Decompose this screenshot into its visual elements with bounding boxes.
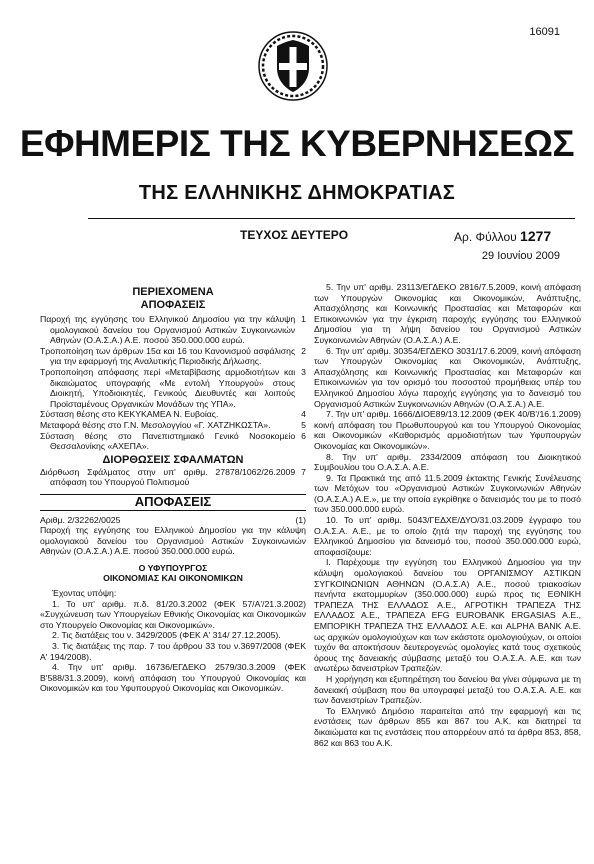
left-column xyxy=(40,286,306,694)
paragraph: 1. Το υπ' αριθμ. π.δ. 81/20.3.2002 (ΦΕΚ 57/Α'/21.3.2002) «Συγχώνευση των Υπουργείων Εθνικής Οικονομίας και Οικονομικών στο Υπουργείο Οικονομίας και Οικονομικών». xyxy=(40,598,306,630)
paragraph: 9. Τα Πρακτικά της από 11.5.2009 έκτακτης Γενικής Συνέλευσης των Μετόχων του «Οργανισμού Αστικών Συγκοινωνιών Αθηνών (Ο.Α.Σ.Α.) Α.Ε.», με την οποία εγκρίθηκε ο δανεισμός του με το ποσό των 350.000.000 ευρώ. xyxy=(314,472,581,515)
paragraph: 6. Την υπ' αριθμ. 30354/ΕΓΔΕΚΟ 3031/17.6.2009, κοινή απόφαση των Υπουργών Οικονομίας και Οικονομικών, Ανάπτυξης, Απασχόλησης και Κοινωνικής Προστασίας και Μεταφορών και Επικοινωνιών για τον ορισμό του ποσοστού προμήθειας υπέρ του Ελληνικού Δημοσίου λόγω παροχής εγγύησης για το δανεισμό του Οργανισμού Αστικών Συγκοινωνιών Αθηνών (Ο.Α.Σ.Α.) Α.Ε. xyxy=(314,345,581,409)
toc-entry[interactable]: Τροποποίηση των άρθρων 15α και 16 του Κανονισμού ασφάλισης για την εφαρμογή της Αναλυτικής Περιοδικής Δήλωσης. 2 xyxy=(40,345,306,367)
page-number: 16091 xyxy=(529,26,560,38)
decision-subject: Παροχή της εγγύησης του Ελληνικού Δημοσίου για την κάλυψη ομολογιακού δανείου του Οργανισμού Αστικών Συγκοινωνιών Αθηνών (Ο.Α.Σ.Α.) Α.Ε. ποσού 350.000.000 ευρώ. xyxy=(40,525,306,557)
paragraph: Ι. Παρέχουμε την εγγύηση του Ελληνικού Δημοσίου για την κάλυψη ομολογιακού δανείου του ΟΡΓΑΝΙΣΜΟΥ ΑΣΤΙΚΩΝ ΣΥΓΚΟΙΝΩΝΙΩΝ ΑΘΗΝΩΝ (Ο.Α.Σ.Α) Α.Ε., ποσού τριακοσίων πενήντα εκατομμυρίων (350.000.000) ευρώ προς τις ΕΘΝΙΚΗ ΤΡΑΠΕΖΑ ΤΗΣ ΕΛΛΑΔΟΣ Α.Ε., ΑΓΡΟΤΙΚΗ ΤΡΑΠΕΖΑ ΤΗΣ ΕΛΛΑΔΟΣ Α.Ε., ΤΡΑΠΕΖΑ EFG EUROBANK ERGASIAS Α.Ε., ΕΜΠΟΡΙΚΗ ΤΡΑΠΕΖΑ ΤΗΣ ΕΛΛΑΔΟΣ Α.Ε. και ALPHA BANK A.E. ως αρχικών ομολογιούχων και των εκάστοτε ομολογιούχων, οι οποίοι τυχόν θα αποκτήσουν δευτερογενώς ομολογίες κατά τους σχετικούς όρους της δανειακής σύμβασης μεταξύ του Ο.Α.Σ.Α. Α.Ε. και των ανωτέρω δανειστρίων Τραπεζών. xyxy=(314,557,581,674)
coat-of-arms-emblem xyxy=(257,30,329,102)
paragraph: 4. Την υπ' αριθμ. 16736/ΕΓΔΕΚΟ 2579/30.3.2009 (ΦΕΚ Β'588/31.3.2009), κοινή απόφαση του Υπουργού Οικονομίας και Οικονομικών και του Υφυπουργού Οικονομίας και Οικονομικών. xyxy=(40,662,306,694)
masthead-rule xyxy=(88,218,575,219)
toc-entry[interactable]: Τροποποίηση απόφασης περί «Μεταβίβασης αρμοδιοτήτων και δικαιώματος υπογραφής «Με εντολή Υπουργού» στους Διοικητή, Υποδιοικητές, Γενικούς Διευθυντές και λοιπούς Προϊσταμένους Οργανικών Μονάδων της ΥΠΑ». 3 xyxy=(40,366,306,409)
considering-label: Έχοντας υπόψη: xyxy=(52,588,117,599)
paragraph: 7. Την υπ' αριθμ. 1666/ΔΙΟΕ89/13.12.2009 (ΦΕΚ 40/Β'/16.1.2009) κοινή απόφαση του Πρωθυπουργού και του Υπουργού Οικονομίας και Οικονομικών «Καθορισμός αρμοδιοτήτων των Υφυπουργών Οικονομίας και Οικονομικών». xyxy=(314,409,581,451)
paragraph: 10. Το υπ' αριθμ. 5043/ΓΕΔΧΕ/ΔΥΟ/31.03.2009 έγγραφο του Ο.Α.Σ.Α. Α.Ε., με το οποίο ζητά την παροχή της εγγύησης του Ελληνικού Δημοσίου για δανεισμό του, ποσού 350.000.000 ευρώ, αποφασίζουμε: xyxy=(314,515,581,557)
toc-section-decisions: ΑΠΟΦΑΣΕΙΣ xyxy=(140,299,206,311)
paragraph: 3. Τις διατάξεις της παρ. 7 του άρθρου 33 του ν.3697/2008 (ΦΕΚ Α' 194/2008). xyxy=(40,641,306,662)
paragraph: Η χορήγηση και εξυπηρέτηση του δανείου θα γίνει σύμφωνα με τη δανειακή σύμβαση που θα υπογραφεί μεταξύ του Ο.Α.Σ.Α. Α.Ε. και των δανειστρίων Τραπεζών. xyxy=(314,673,581,706)
ministry-name: ΟΙΚΟΝΟΜΙΑΣ ΚΑΙ ΟΙΚΟΝΟΜΙΚΩΝ xyxy=(103,573,243,584)
toc-entry-errata[interactable]: Διόρθωση Σφάλματος στην υπ' αριθμ. 27878/1062/26.2009 απόφαση του Υπουργού Πολιτισμού 7 xyxy=(40,466,306,488)
toc-entry[interactable]: Σύσταση θέσης στο ΚΕΚΥΚΑΜΕΑ Ν. Ευβοίας. 4 xyxy=(40,409,306,420)
paragraph: 5. Την υπ' αριθμ. 23113/ΕΓΔΕΚΟ 2816/7.5.2009, κοινή απόφαση των Υπουργών Οικονομίας και Οικονομικών, Ανάπτυξης, Απασχόλησης και Κοινωνικής Προστασίας και Μεταφορών και Επικοινωνιών για την έγκριση παροχής εγγύησης του Ελληνικού Δημοσίου για τη λήψη δανείου του Οργανισμού Αστικών Συγκοινωνιών Αθηνών (Ο.Α.Σ.Α.) Α.Ε. xyxy=(314,282,581,345)
issue-date: 29 Ιουνίου 2009 xyxy=(481,250,560,262)
issue-label: ΤΕΥΧΟΣ ΔΕΥΤΕΡΟ xyxy=(240,228,349,242)
paragraph: 2. Τις διατάξεις του ν. 3429/2005 (ΦΕΚ Α' 314/ 27.12.2005). xyxy=(52,630,281,641)
gazette-subtitle: ΤΗΣ ΕΛΛΗΝΙΚΗΣ ΔΗΜΟΚΡΑΤΙΑΣ xyxy=(138,182,456,204)
decision-ref: Αριθμ. 2/32262/0025 (1) xyxy=(40,514,306,525)
decisions-heading: ΑΠΟΦΑΣΕΙΣ xyxy=(40,494,306,511)
sheet-no: 1277 xyxy=(520,228,552,244)
right-column xyxy=(314,282,581,748)
toc-entry[interactable]: Σύσταση θέσης στο Πανεπιστημιακό Γενικό Νοσοκομείο Θεσσαλονίκης «ΑΧΕΠΑ». 6 xyxy=(40,430,306,452)
minister-title: Ο ΥΦΥΠΟΥΡΓΟΣ xyxy=(138,562,208,573)
toc-entry[interactable]: Παροχή της εγγύησης του Ελληνικού Δημοσίου για την κάλυψη ομολογιακού δανείου του Οργανισμού Αστικών Συγκοινωνιών Αθηνών (Ο.Α.Σ.Α.) Α.Ε. ποσού 350.000.000 ευρώ. 1 xyxy=(40,314,306,346)
sheet-label: Αρ. Φύλλου xyxy=(454,230,517,244)
paragraph: Το Ελληνικό Δημόσιο παραιτείται από την εφαρμογή και τις ενστάσεις των άρθρων 855 και 867 του Α.Κ. και διατηρεί τα δικαιώματα και τις ενστάσεις που απορρέουν από τα άρθρα 853, 858, 862 και 863 του Α.Κ. xyxy=(314,705,581,748)
gazette-title: ΕΦΗΜΕΡΙΣ ΤΗΣ ΚΥΒΕΡΝΗΣΕΩΣ xyxy=(19,123,575,164)
toc-section-errata: ΔΙΟΡΘΩΣΕΙΣ ΣΦΑΛΜΑΤΩΝ xyxy=(102,453,244,466)
toc-heading: ΠΕΡΙΕΧΟΜΕΝΑ xyxy=(132,286,214,298)
sheet-number xyxy=(454,228,551,244)
toc-entry[interactable]: Μεταφορά θέσης στο Γ.Ν. Μεσολογγίου «Γ. ΧΑΤΖΗΚΩΣΤΑ». 5 xyxy=(40,419,306,430)
paragraph: 8. Την υπ' αριθμ. 2334/2009 απόφαση του Διοικητικού Συμβουλίου του Ο.Α.Σ.Α. Α.Ε. xyxy=(314,451,581,473)
